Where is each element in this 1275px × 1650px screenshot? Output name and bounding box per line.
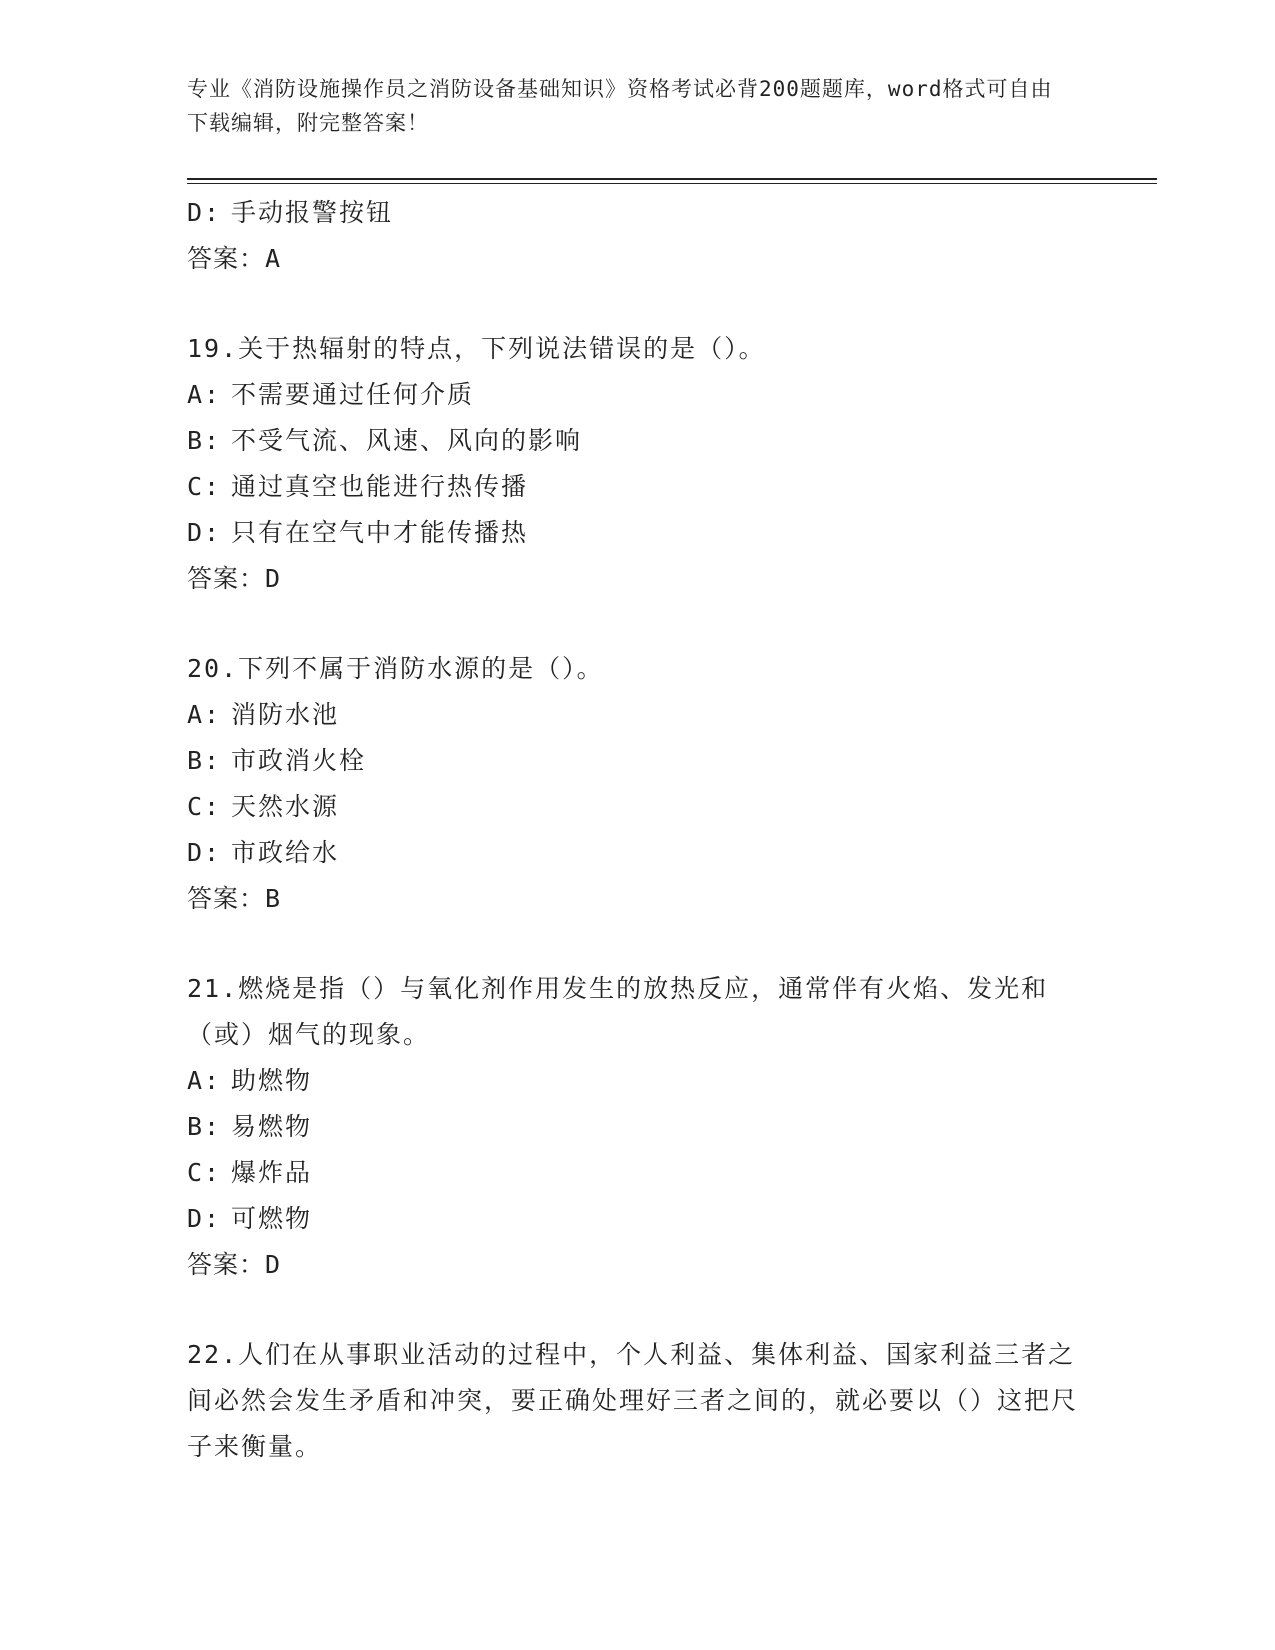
- option-row: [187, 1196, 1087, 1242]
- option-row: [187, 784, 1087, 830]
- spacer: [187, 282, 1087, 326]
- document-header: 专业《消防设施操作员之消防设备基础知识》资格考试必背200题题库，word格式可自由下载编辑，附完整答案！: [187, 77, 1053, 135]
- header-rule-thick: [187, 178, 1157, 180]
- option-row: [187, 510, 1087, 556]
- option-text: 消防水池: [231, 700, 340, 729]
- option-text: 手动报警按钮: [231, 198, 394, 227]
- option-key: B:: [187, 426, 222, 455]
- option-row: [187, 1104, 1087, 1150]
- option-text: 可燃物: [231, 1204, 313, 1233]
- option-key: D:: [187, 838, 222, 867]
- option-key: D:: [187, 198, 222, 227]
- option-text: 不需要通过任何介质: [231, 380, 475, 409]
- option-row: [187, 372, 1087, 418]
- option-row: [187, 738, 1087, 784]
- option-text: 爆炸品: [231, 1158, 313, 1187]
- question-stem: 21.燃烧是指（）与氧化剂作用发生的放热反应，通常伴有火焰、发光和（或）烟气的现象。: [187, 974, 1049, 1049]
- option-row: [187, 1058, 1087, 1104]
- option-key: C:: [187, 472, 222, 501]
- option-row: [187, 692, 1087, 738]
- question-stem: 19.关于热辐射的特点，下列说法错误的是（）。: [187, 334, 766, 363]
- option-key: D:: [187, 1204, 222, 1233]
- option-text: 助燃物: [231, 1066, 313, 1095]
- option-text: 通过真空也能进行热传播: [231, 472, 529, 501]
- question-list: [187, 190, 1087, 1470]
- option-key: C:: [187, 792, 222, 821]
- answer-line: 答案：D: [187, 564, 282, 593]
- option-row: [187, 190, 1087, 236]
- option-row: [187, 418, 1087, 464]
- option-row: [187, 830, 1087, 876]
- question-stem: 22.人们在从事职业活动的过程中，个人利益、集体利益、国家利益三者之间必然会发生矛盾和冲突，要正确处理好三者之间的，就必要以（）这把尺子来衡量。: [187, 1340, 1079, 1461]
- header-rule-thin: [187, 183, 1157, 184]
- spacer: [187, 602, 1087, 646]
- answer-line: 答案：B: [187, 884, 282, 913]
- option-key: B:: [187, 746, 222, 775]
- option-text: 不受气流、风速、风向的影响: [231, 426, 583, 455]
- answer-line: 答案：A: [187, 244, 282, 273]
- option-row: [187, 1150, 1087, 1196]
- option-text: 市政给水: [231, 838, 340, 867]
- option-text: 天然水源: [231, 792, 340, 821]
- option-key: D:: [187, 518, 222, 547]
- option-text: 市政消火栓: [231, 746, 367, 775]
- option-key: A:: [187, 1066, 222, 1095]
- option-row: [187, 464, 1087, 510]
- option-text: 易燃物: [231, 1112, 313, 1141]
- answer-line: 答案：D: [187, 1250, 282, 1279]
- option-text: 只有在空气中才能传播热: [231, 518, 529, 547]
- option-key: C:: [187, 1158, 222, 1187]
- option-key: A:: [187, 380, 222, 409]
- spacer: [187, 922, 1087, 966]
- spacer: [187, 1288, 1087, 1332]
- option-key: B:: [187, 1112, 222, 1141]
- question-stem: 20.下列不属于消防水源的是（）。: [187, 654, 604, 683]
- option-key: A:: [187, 700, 222, 729]
